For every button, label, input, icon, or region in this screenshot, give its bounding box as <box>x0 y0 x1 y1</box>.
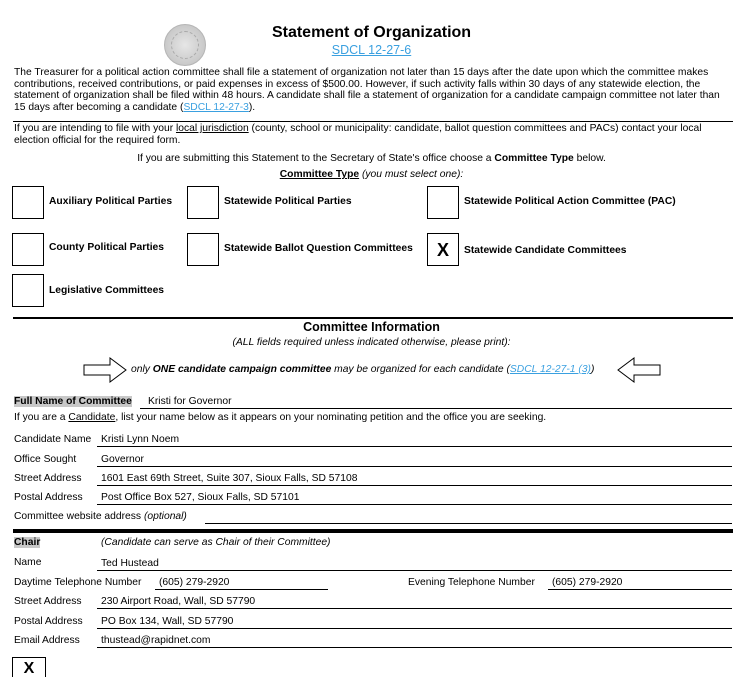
daytime-phone-label: Daytime Telephone Number <box>14 577 142 588</box>
website-label: Committee website address (optional) <box>14 511 187 522</box>
label-statewide-pac: Statewide Political Action Committee (PAC) <box>464 196 676 207</box>
chair-label: Chair <box>14 537 41 548</box>
label-statewide-political-parties: Statewide Political Parties <box>224 196 352 207</box>
daytime-phone-value[interactable]: (605) 279-2920 <box>159 577 230 588</box>
evening-phone-label: Evening Telephone Number <box>408 577 535 588</box>
page-title: Statement of Organization <box>271 24 472 41</box>
evening-phone-value[interactable]: (605) 279-2920 <box>552 577 623 588</box>
postal-address-value[interactable]: Post Office Box 527, Sioux Falls, SD 57101 <box>101 492 300 503</box>
chair-street-underline <box>97 608 732 609</box>
local-jurisdiction-note: If you are intending to file with your local jurisdiction (county, school or municipality: candidate, ballot question committees and PACs) contact your local election official for the required form. <box>14 123 702 146</box>
candidate-link[interactable]: Candidate <box>68 412 116 423</box>
footer-checkbox[interactable]: X <box>12 657 46 677</box>
street-address-label: Street Address <box>14 473 82 484</box>
divider <box>13 121 733 122</box>
one-committee-note: only ONE candidate campaign committee may be organized for each candidate (SDCL 12-27-1 (3)) <box>131 364 595 375</box>
arrow-right-icon <box>83 357 127 383</box>
section-divider-thick <box>13 529 733 533</box>
chair-name-value[interactable]: Ted Hustead <box>101 558 159 569</box>
checkbox-statewide-pac[interactable] <box>427 186 459 219</box>
chair-email-label: Email Address <box>14 635 80 646</box>
label-statewide-ballot-question-committees: Statewide Ballot Question Committees <box>224 243 413 254</box>
one-committee-statute-link[interactable]: SDCL 12-27-1 (3) <box>509 364 591 375</box>
checkbox-auxiliary-political-parties[interactable] <box>12 186 44 219</box>
evening-phone-underline <box>548 589 732 590</box>
full-name-underline <box>140 408 732 409</box>
intro-paragraph: The Treasurer for a political action committee shall file a statement of organization not later than 15 days after the date upon which the committee makes contributions, received contributions, or paid expenses in excess of $500.00. However, if such activity falls within 30 days of any statewide election, the statement of organization shall be filed within 48 hours. A candidate shall file a statement of organization for a candidate campaign committee not later than 15 days after becoming a candidate (SDCL 12-27-3). <box>14 67 720 113</box>
street-address-underline <box>97 485 732 486</box>
sos-instruction: If you are submitting this Statement to the Secretary of State's office choose a Committee Type below. <box>137 153 606 164</box>
committee-info-heading: Committee Information <box>303 320 440 334</box>
label-statewide-candidate-committees: Statewide Candidate Committees <box>464 245 627 256</box>
website-underline <box>205 523 732 524</box>
chair-email-underline <box>97 647 732 648</box>
label-legislative-committees: Legislative Committees <box>49 285 165 296</box>
local-jurisdiction-link[interactable]: local jurisdiction <box>175 123 249 134</box>
chair-postal-underline <box>97 628 732 629</box>
full-name-label: Full Name of Committee <box>14 396 132 407</box>
office-sought-label: Office Sought <box>14 454 77 465</box>
arrow-left-icon <box>617 357 661 383</box>
chair-note: (Candidate can serve as Chair of their Committee) <box>101 537 331 548</box>
label-county-political-parties: County Political Parties <box>49 242 165 253</box>
chair-postal-label: Postal Address <box>14 616 83 627</box>
checkbox-legislative-committees[interactable] <box>12 274 44 307</box>
candidate-name-underline <box>97 446 732 447</box>
intro-statute-link[interactable]: SDCL 12-27-3 <box>183 101 249 113</box>
committee-info-subheading: (ALL fields required unless indicated otherwise, please print): <box>232 337 511 348</box>
chair-name-underline <box>97 570 732 571</box>
section-divider <box>13 317 733 319</box>
checkbox-statewide-political-parties[interactable] <box>187 186 219 219</box>
checkbox-statewide-ballot-question-committees[interactable] <box>187 233 219 266</box>
daytime-phone-underline <box>155 589 328 590</box>
full-name-value[interactable]: Kristi for Governor <box>148 396 232 407</box>
candidate-instruction: If you are a Candidate, list your name below as it appears on your nominating petition and the office you are seeking. <box>14 412 547 423</box>
candidate-name-label: Candidate Name <box>14 434 92 445</box>
statute-link[interactable]: SDCL 12-27-6 <box>331 43 412 57</box>
checkbox-statewide-candidate-committees[interactable]: X <box>427 233 459 266</box>
candidate-name-value[interactable]: Kristi Lynn Noem <box>101 434 180 445</box>
label-auxiliary-political-parties: Auxiliary Political Parties <box>49 196 173 207</box>
chair-street-value[interactable]: 230 Airport Road, Wall, SD 57790 <box>101 596 256 607</box>
postal-address-label: Postal Address <box>14 492 83 503</box>
office-sought-value[interactable]: Governor <box>101 454 144 465</box>
chair-postal-value[interactable]: PO Box 134, Wall, SD 57790 <box>101 616 234 627</box>
chair-street-label: Street Address <box>14 596 82 607</box>
street-address-value[interactable]: 1601 East 69th Street, Suite 307, Sioux Falls, SD 57108 <box>101 473 358 484</box>
checkbox-county-political-parties[interactable] <box>12 233 44 266</box>
chair-name-label: Name <box>14 557 42 568</box>
chair-email-value[interactable]: thustead@rapidnet.com <box>101 635 211 646</box>
committee-type-heading: Committee Type (you must select one): <box>279 169 464 180</box>
office-sought-underline <box>97 466 732 467</box>
postal-address-underline <box>97 504 732 505</box>
